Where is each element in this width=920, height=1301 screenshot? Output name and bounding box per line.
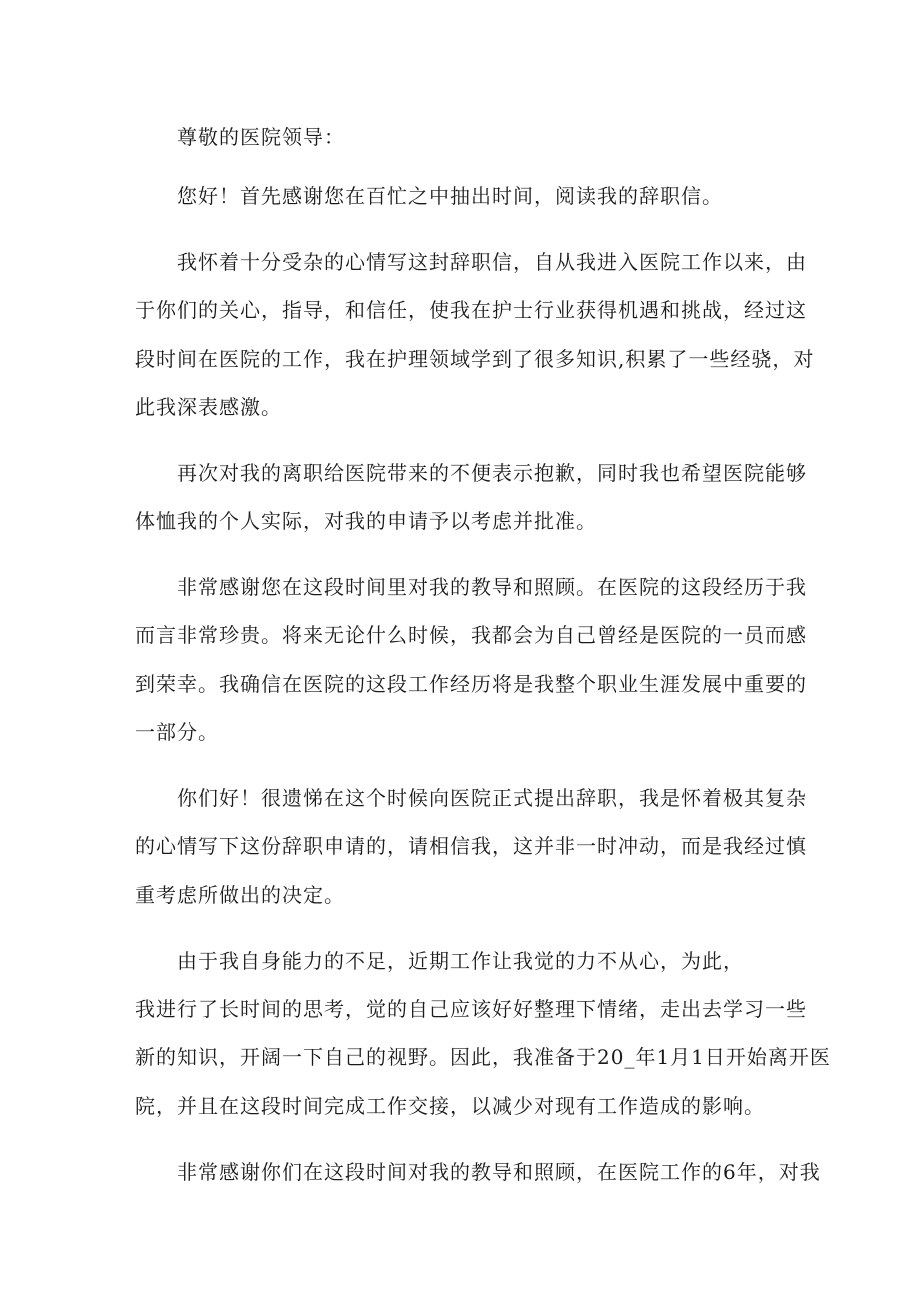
paragraph-2-line-4: 此我深表感激。 [135, 395, 282, 419]
paragraph-6-line-1: 由于我自身能力的不足，近期工作让我觉的力不从心，为此， [177, 949, 744, 973]
paragraph-2-line-3: 段时间在医院的工作，我在护理领域学到了很多知识,积累了一些经骁，对 [135, 347, 815, 371]
paragraph-2-line-1: 我怀着十分受杂的心情写这封辞职信，自从我进入医院工作以来，由 [177, 250, 807, 274]
paragraph-6-line-2: 我进行了长时间的思考，觉的自己应该好好整理下情绪，走出去学习一些 [135, 997, 807, 1021]
paragraph-7-line-1: 非常感谢你们在这段时间对我的教导和照顾，在医院工作的6年，对我 [177, 1160, 821, 1184]
paragraph-3-line-1: 再次对我的离职给医院带来的不便表示抱歉，同时我也希望医院能够 [177, 461, 807, 485]
paragraph-4-line-1: 非常感谢您在这段时间里对我的教导和照顾。在医院的这段经历于我 [177, 575, 807, 599]
paragraph-5-line-1: 你们好！很遗悌在这个时候向医院正式提出辞职，我是怀着极其复杂 [177, 786, 807, 810]
paragraph-1-line-1: 您好！首先感谢您在百忙之中抽出时间，阅读我的辞职信。 [177, 184, 723, 208]
paragraph-4-line-2: 而言非常珍贵。将来无论什么时候，我都会为自己曾经是医院的一员而感 [135, 623, 807, 647]
paragraph-4-line-3: 到荣幸。我确信在医院的这段工作经历将是我整个职业生涯发展中重要的 [135, 672, 807, 696]
paragraph-6-line-4: 院，并且在这段时间完成工作交接，以减少对现有工作造成的影响。 [135, 1094, 765, 1118]
paragraph-3-line-2: 体恤我的个人实际，对我的申请予以考虑并批准。 [135, 509, 597, 533]
paragraph-2-line-2: 于你们的关心，指导，和信任，使我在护士行业获得机遇和挑战，经过这 [135, 298, 807, 322]
paragraph-6-line-3: 新的知识，开阔一下自己的视野。因此，我准备于20_年1月1日开始离开医 [135, 1045, 831, 1069]
greeting: 尊敬的医院领导： [177, 125, 345, 149]
paragraph-5-line-3: 重考虑所做出的决定。 [135, 883, 345, 907]
paragraph-5-line-2: 的心情写下这份辞职申请的，请相信我，这并非一时冲动，而是我经过慎 [135, 834, 807, 858]
paragraph-4-line-4: 一部分。 [135, 720, 219, 744]
